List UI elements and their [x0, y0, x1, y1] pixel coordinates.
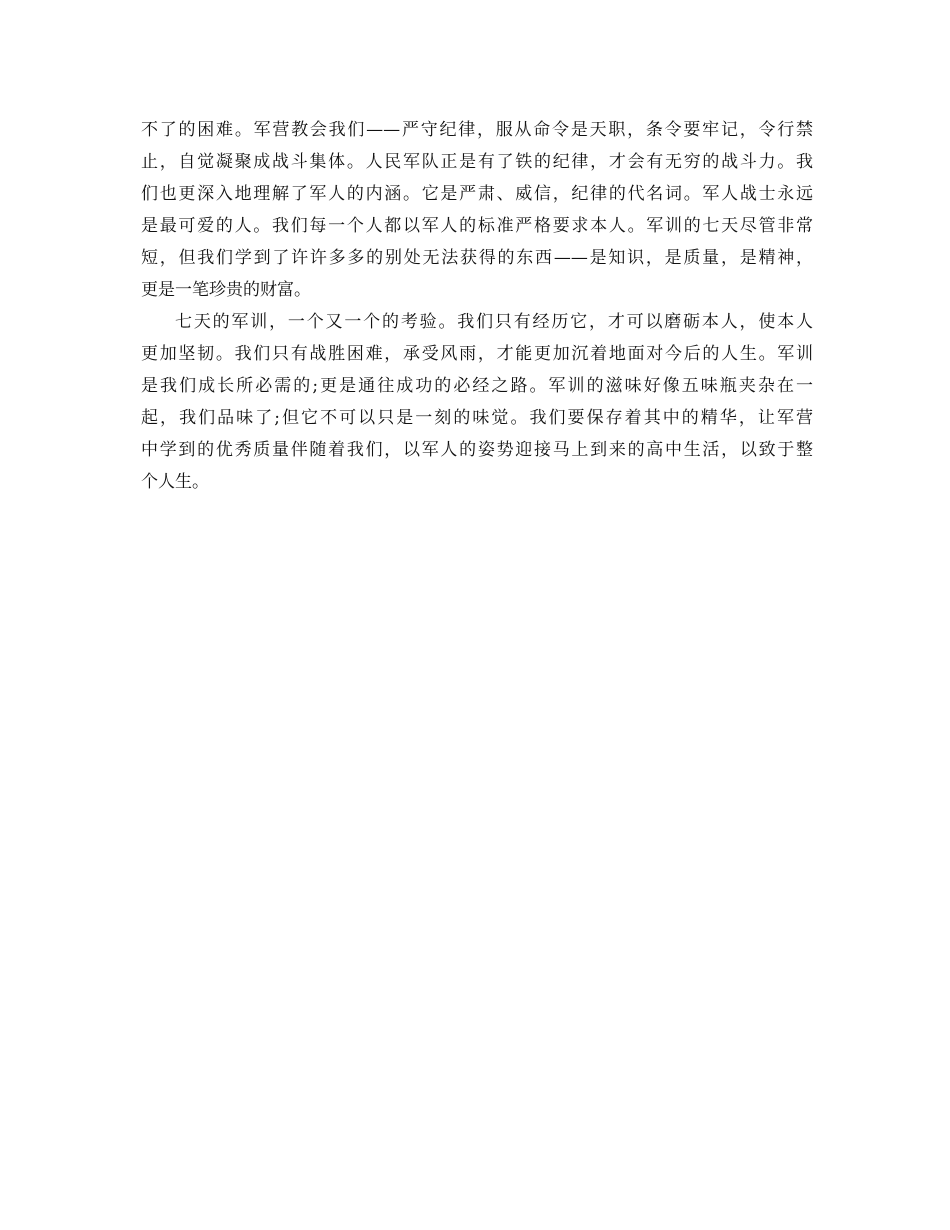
document-body: [141, 114, 813, 498]
text-line: 更是一笔珍贵的财富。: [141, 280, 311, 300]
text-line: 是我们成长所必需的;更是通往成功的必经之路。军训的滋味好像五味瓶夹杂在一: [141, 376, 813, 396]
text-line: 中学到的优秀质量伴随着我们，以军人的姿势迎接马上到来的高中生活，以致于整: [141, 440, 813, 460]
paragraph-2: [141, 306, 813, 498]
text-line: 更加坚韧。我们只有战胜困难，承受风雨，才能更加沉着地面对今后的人生。军训: [141, 344, 813, 364]
paragraph-1: [141, 114, 813, 306]
text-line: 七天的军训，一个又一个的考验。我们只有经历它，才可以磨砺本人，使本人: [175, 312, 813, 332]
text-line: 起，我们品味了;但它不可以只是一刻的味觉。我们要保存着其中的精华，让军营: [141, 408, 813, 428]
text-line: 个人生。: [141, 472, 209, 492]
text-line: 们也更深入地理解了军人的内涵。它是严肃、威信，纪律的代名词。军人战士永远: [141, 184, 813, 204]
text-line: 是最可爱的人。我们每一个人都以军人的标准严格要求本人。军训的七天尽管非常: [141, 216, 813, 236]
text-line: 不了的困难。军营教会我们——严守纪律，服从命令是天职，条令要牢记，令行禁: [141, 120, 813, 140]
text-line: 短，但我们学到了许许多多的别处无法获得的东西——是知识，是质量，是精神，: [141, 248, 813, 268]
text-line: 止，自觉凝聚成战斗集体。人民军队正是有了铁的纪律，才会有无穷的战斗力。我: [141, 152, 813, 172]
